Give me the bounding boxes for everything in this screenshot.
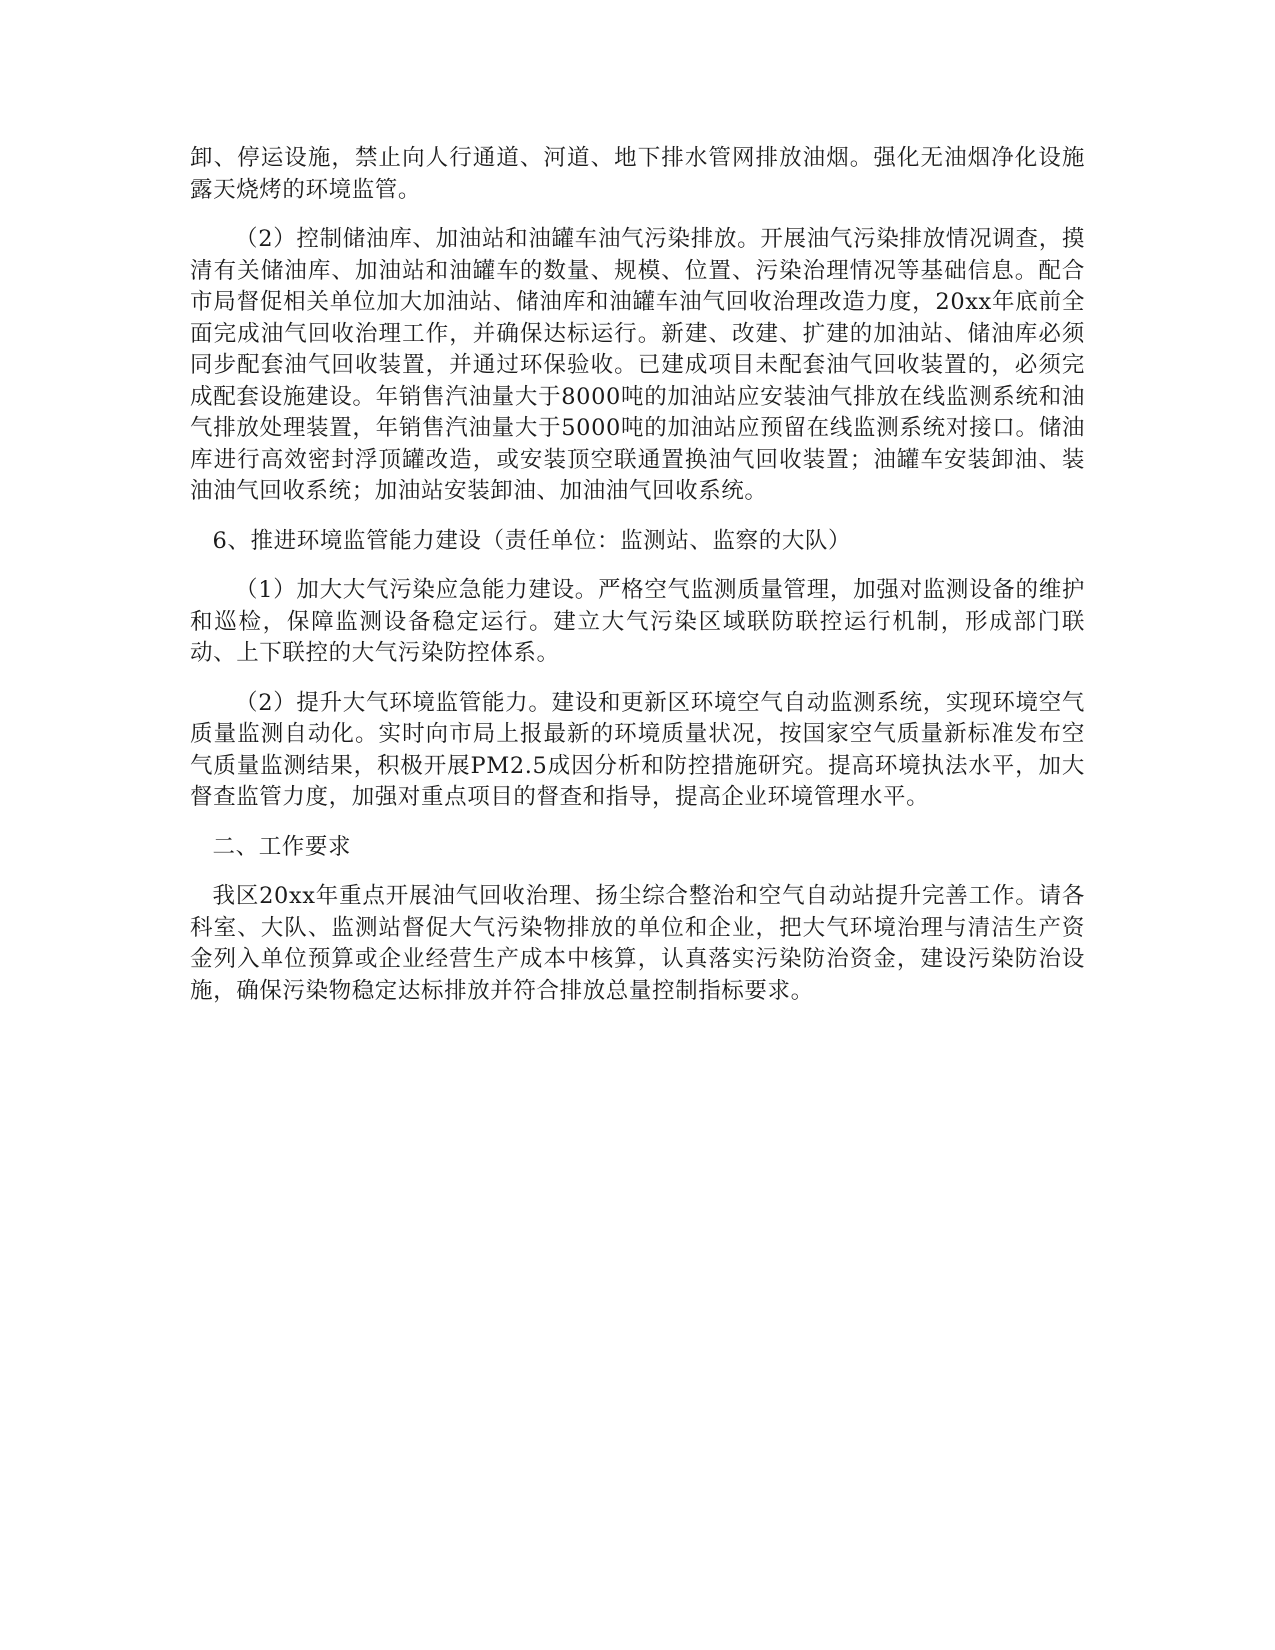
section-heading-monitoring-capacity: 6、推进环境监管能力建设（责任单位：监测站、监察的大队） — [212, 527, 852, 554]
paragraph-fumes-continued: 卸、停运设施，禁止向人行通道、河道、地下排水管网排放油烟。强化无油烟净化设施露天烧烤的环境监管。 — [190, 145, 1085, 203]
document-body — [190, 143, 1085, 1025]
paragraph-emergency-capacity: （1）加大大气污染应急能力建设。严格空气监测质量管理，加强对监测设备的维护和巡检，保障监测设备稳定运行。建立大气污染区域联防联控运行机制，形成部门联动、上下联控的大气污染防控体系。 — [190, 577, 1085, 666]
paragraph-supervision-capacity: （2）提升大气环境监管能力。建设和更新区环境空气自动监测系统，实现环境空气质量监测自动化。实时向市局上报最新的环境质量状况，按国家空气质量新标准发布空气质量监测结果，积极开展PM2.5成因分析和防控措施研究。提高环境执法水平，加大督查监管力度，加强对重点项目的督查和指导，提高企业环境管理水平。 — [190, 689, 1085, 810]
paragraph-work-requirements: 我区20xx年重点开展油气回收治理、扬尘综合整治和空气自动站提升完善工作。请各科室、大队、监测站督促大气污染物排放的单位和企业，把大气环境治理与清洁生产资金列入单位预算或企业经营生产成本中核算，认真落实污染防治资金，建设污染防治设施，确保污染物稳定达标排放并符合排放总量控制指标要求。 — [190, 883, 1085, 1004]
section-heading-work-requirements: 二、工作要求 — [212, 833, 352, 860]
paragraph-oil-gas-control: （2）控制储油库、加油站和油罐车油气污染排放。开展油气污染排放情况调查，摸清有关储油库、加油站和油罐车的数量、规模、位置、污染治理情况等基础信息。配合市局督促相关单位加大加油站、储油库和油罐车油气回收治理改造力度，20xx年底前全面完成油气回收治理工作，并确保达标运行。新建、改建、扩建的加油站、储油库必须同步配套油气回收装置，并通过环保验收。已建成项目未配套油气回收装置的，必须完成配套设施建设。年销售汽油量大于8000吨的加油站应安装油气排放在线监测系统和油气排放处理装置，年销售汽油量大于5000吨的加油站应预留在线监测系统对接口。储油库进行高效密封浮顶罐改造，或安装顶空联通置换油气回收装置；油罐车安装卸油、装油油气回收系统；加油站安装卸油、加油油气回收系统。 — [190, 226, 1085, 504]
